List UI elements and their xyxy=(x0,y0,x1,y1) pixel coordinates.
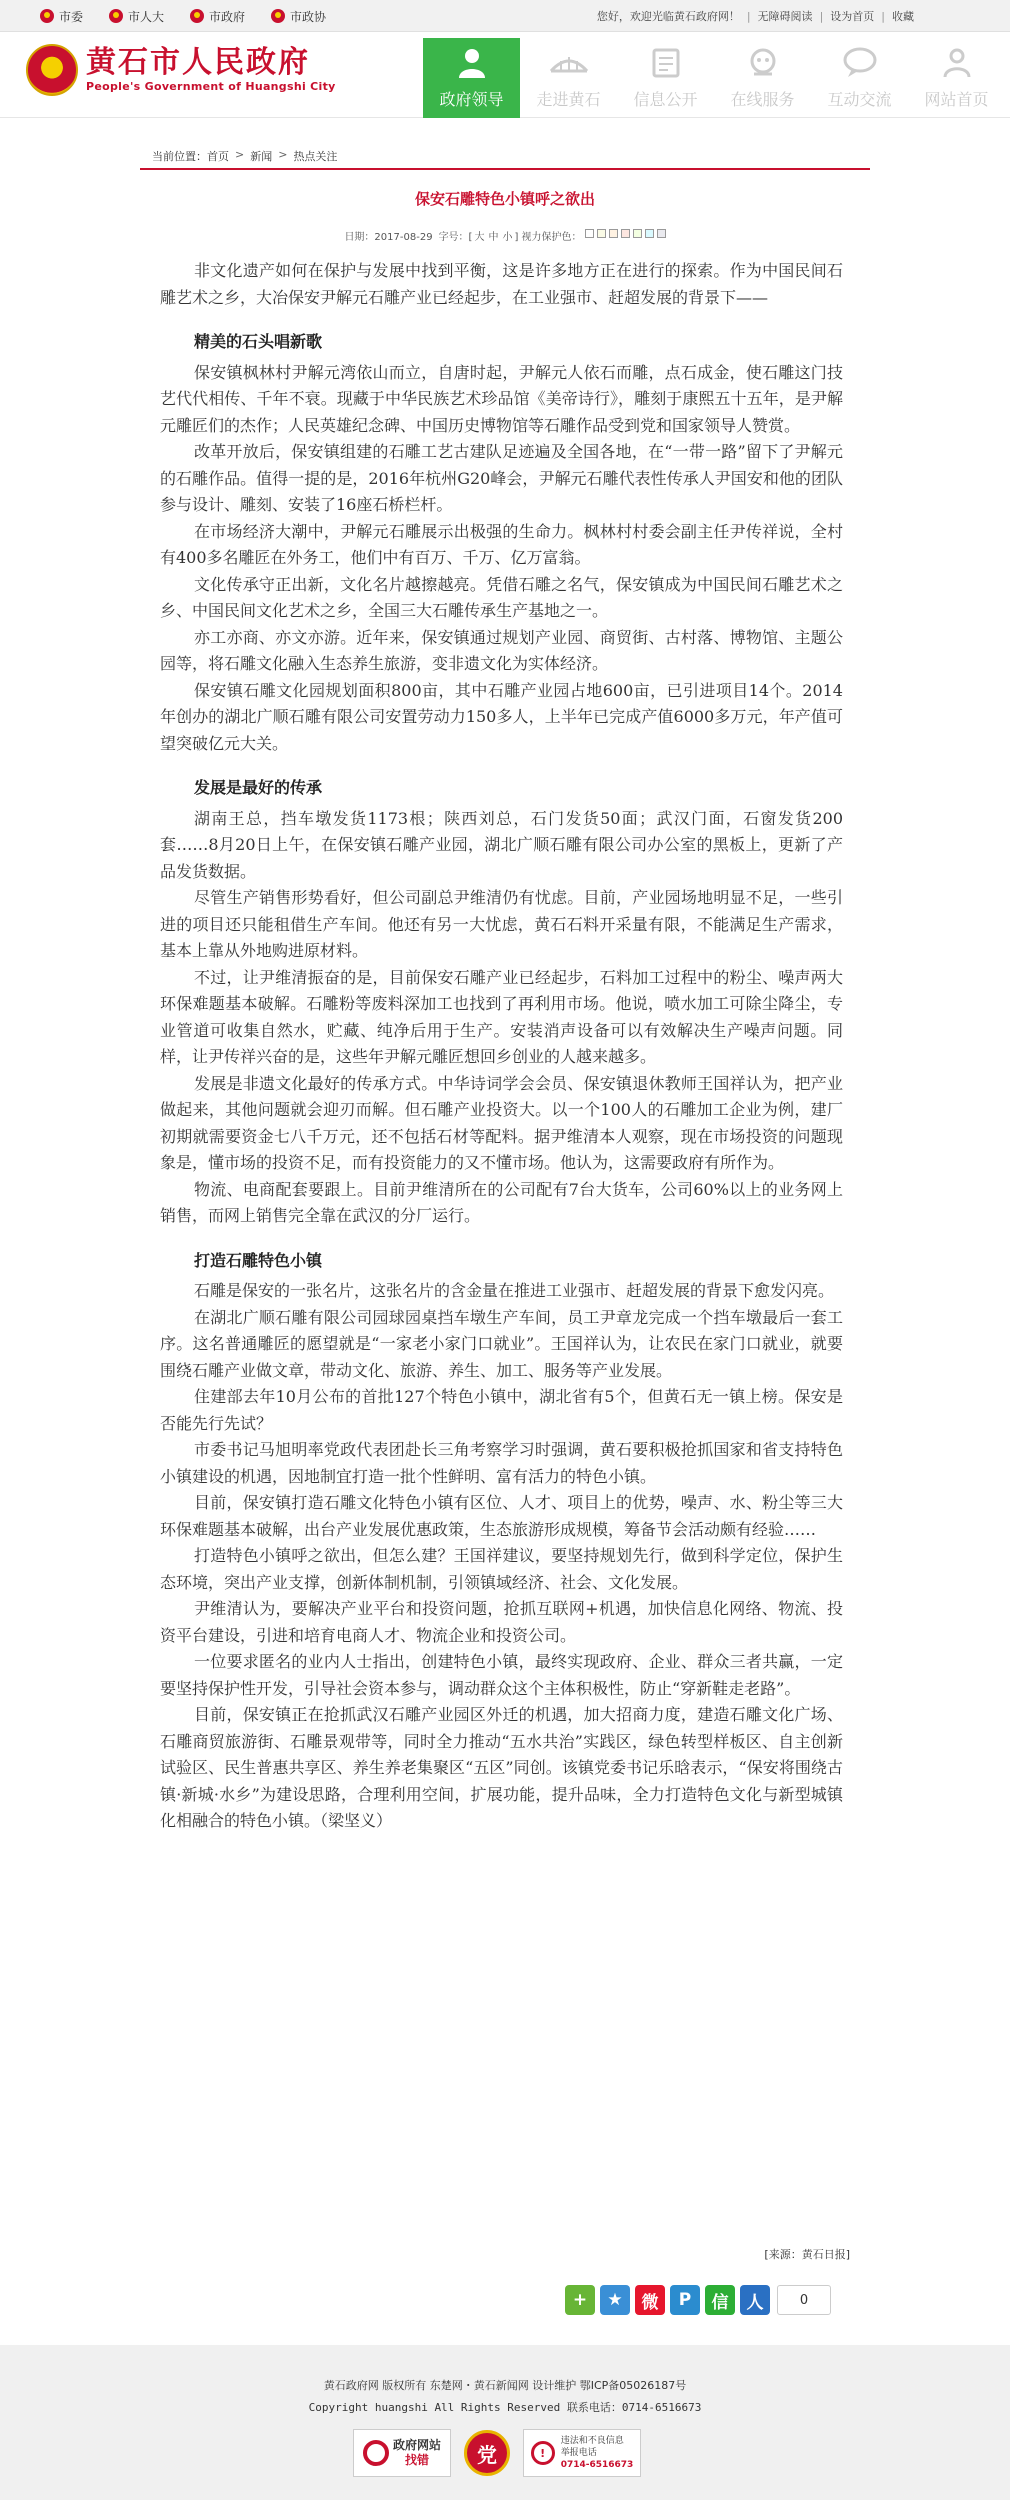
article-title: 保安石雕特色小镇呼之欲出 xyxy=(414,190,595,208)
article-paragraph: 目前，保安镇正在抢抓武汉石雕产业园区外迁的机遇，加大招商力度，建造石雕文化广场、石雕商贸旅游街、石雕景观带等，同时全力推动“五水共治”实践区，绿色转型样板区、自主创新试验区、民生普惠共享区、养生养老集聚区“五区”同创。该镇党委书记乐晗表示，“保安将围绕古镇·新城·水乡”为建设思路，合理利用空间，扩展功能，提升品味，全力打造特色文化与新型城镇化相融合的特色小镇。（梁坚义） xyxy=(160,1705,843,1830)
eye-color-swatches xyxy=(582,229,666,241)
badge-line1: 违法和不良信息 xyxy=(560,2436,624,2446)
share-bar xyxy=(565,2285,831,2315)
top-links xyxy=(40,0,352,32)
nav-online-service[interactable]: 在线服务 xyxy=(714,38,811,118)
font-size-label: 字号：[ xyxy=(438,231,473,243)
breadcrumb-separator: > xyxy=(278,148,288,161)
eye-color-swatch[interactable] xyxy=(621,229,630,238)
party-government-badge[interactable] xyxy=(463,2429,511,2477)
report-error-badge[interactable] xyxy=(353,2429,451,2477)
article-paragraph: 尽管生产销售形势看好，但公司副总尹维清仍有忧虑。目前，产业园场地明显不足，一些引进的项目还只能租借生产车间。他还有另一大忧虑，黄石石料开采量有限，不能满足生产需求，基本上靠从外地购进原材料。 xyxy=(160,888,843,960)
breadcrumb-news[interactable]: 新闻 xyxy=(250,150,273,163)
article-paragraph: 市委书记马旭明率党政代表团赴长三角考察学习时强调，黄石要积极抢抓国家和省支持特色小镇建设的机遇，因地制宜打造一批个性鲜明、富有活力的特色小镇。 xyxy=(160,1440,843,1486)
font-size-large[interactable]: 大 xyxy=(474,231,485,243)
site-name-en: People's Government of Huangshi City xyxy=(86,80,336,93)
site-logo[interactable] xyxy=(26,44,336,96)
eye-color-swatch[interactable] xyxy=(609,229,618,238)
article-paragraph: 湖南王总，挡车墩发货1173根；陕西刘总，石门发货50面；武汉门面，石窗发货200套……8月20日上午，在保安镇石雕产业园，湖北广顺石雕有限公司办公室的黑板上，更新了产品发货数据。 xyxy=(160,808,843,881)
article-paragraph: 文化传承守正出新，文化名片越擦越亮。凭借石雕之名气，保安镇成为中国民间石雕艺术之乡、中国民间文化艺术之乡，全国三大石雕传承生产基地之一。 xyxy=(160,574,843,620)
site-footer xyxy=(0,2345,1010,2500)
logo-text xyxy=(86,46,336,94)
article-paragraph: 非文化遗产如何在保护与发展中找到平衡，这是许多地方正在进行的探索。作为中国民间石雕艺术之乡，大冶保安尹解元石雕产业已经起步，在工业强市、赶超发展的背景下—— xyxy=(160,261,843,307)
target-icon xyxy=(363,2440,389,2466)
top-link-government[interactable]: 市政府 xyxy=(190,8,245,25)
article-paragraph: 保安镇石雕文化园规划面积800亩，其中石雕产业园占地600亩，已引进项目14个。2014年创办的湖北广顺石雕有限公司安置劳动力150多人，上半年已完成产值6000多万元，年产值可望突破亿元大关。 xyxy=(160,680,843,753)
breadcrumb-prefix: 当前位置： xyxy=(152,150,207,163)
top-bar xyxy=(0,0,1010,32)
site-name: 黄石市人民政府 xyxy=(86,45,310,80)
report-icon: ! xyxy=(531,2441,555,2465)
bridge-icon xyxy=(549,45,589,81)
breadcrumb-bar xyxy=(140,140,870,170)
document-icon xyxy=(646,45,686,81)
section-heading: 发展是最好的传承 xyxy=(194,778,323,797)
welcome-text: 您好，欢迎光临黄石政府网！ xyxy=(596,10,740,23)
breadcrumb-home[interactable]: 首页 xyxy=(207,150,229,163)
main-nav xyxy=(423,38,1005,118)
eye-color-swatch[interactable] xyxy=(657,229,666,238)
article-paragraph: 尹维清认为，要解决产业平台和投资问题，抢抓互联网+机遇，加快信息化网络、物流、投资平台建设，引进和培育电商人才、物流企业和投资公司。 xyxy=(160,1599,843,1645)
article-paragraph: 在市场经济大潮中，尹解元石雕展示出极强的生命力。枫林村村委会副主任尹传祥说，全村有400多名雕匠在外务工，他们中有百万、千万、亿万富翁。 xyxy=(160,521,843,567)
breadcrumb xyxy=(152,148,337,164)
top-link-npc[interactable]: 市人大 xyxy=(109,8,164,25)
share-renren-icon[interactable]: 人 xyxy=(740,2285,770,2315)
article-paragraph: 打造特色小镇呼之欲出，但怎么建？王国祥建议，要坚持规划先行，做到科学定位，保护生态环境，突出产业支撑，创新体制机制，引领镇域经济、社会、文化发展。 xyxy=(160,1546,843,1592)
party-emblem-icon xyxy=(40,9,54,23)
illegal-info-report-badge[interactable] xyxy=(523,2429,641,2477)
article-paragraph: 改革开放后，保安镇组建的石雕工艺古建队足迹遍及全国各地，在“一带一路”留下了尹解元的石雕作品。值得一提的是，2016年杭州G20峰会，尹解元石雕代表性传承人尹国安和他的团队参与设计、雕刻、安装了16座石桥栏杆。 xyxy=(160,442,843,514)
article-meta xyxy=(140,225,870,245)
eye-color-label: ] 视力保护色： xyxy=(514,231,582,243)
divider: | xyxy=(819,9,824,23)
breadcrumb-hot-topics[interactable]: 热点关注 xyxy=(293,150,338,163)
article-paragraph: 在湖北广顺石雕有限公司园球园桌挡车墩生产车间，员工尹章龙完成一个挡车墩最后一套工序。这名普通雕匠的愿望就是“一家老小家门口就业”。王国祥认为，让农民在家门口就业，就要围绕石雕产业做文章，带动文化、旅游、养生、加工、服务等产业发展。 xyxy=(160,1307,843,1380)
site-header xyxy=(0,32,1010,118)
section-heading: 打造石雕特色小镇 xyxy=(194,1250,323,1270)
eye-color-swatch[interactable] xyxy=(633,229,642,238)
service-icon xyxy=(743,45,783,81)
article-paragraph: 石雕是保安的一张名片，这张名片的含金量在推进工业强市、赶超发展的背景下愈发闪亮。 xyxy=(194,1281,835,1300)
footer-copyright: 黄石政府网 版权所有 东楚网・黄石新闻网 设计维护 鄂ICP备05026187号 xyxy=(323,2379,687,2392)
footer-badges xyxy=(353,2429,653,2477)
national-emblem-icon xyxy=(26,44,78,96)
share-weibo-icon[interactable]: 微 xyxy=(635,2285,665,2315)
badge-title: 政府网站 xyxy=(392,2438,441,2452)
national-emblem-icon xyxy=(190,9,204,23)
font-size-medium[interactable]: 中 xyxy=(488,231,499,243)
nav-information-disclosure[interactable]: 信息公开 xyxy=(617,38,714,118)
nav-government-leaders[interactable]: 政府领导 xyxy=(423,38,520,118)
nav-home[interactable]: 网站首页 xyxy=(908,38,1005,118)
article-paragraph: 物流、电商配套要跟上。目前尹维清所在的公司配有7台大货车，公司60%以上的业务网上销售，而网上销售完全靠在武汉的分厂运行。 xyxy=(160,1179,843,1225)
article-paragraph: 不过，让尹维清振奋的是，目前保安石雕产业已经起步，石料加工过程中的粉尘、噪声两大环保难题基本破解。石雕粉等废料深加工也找到了再利用市场。他说，喷水加工可除尘降尘，专业管道可收集自然水，贮藏、纯净后用于生产。安装消声设备可以有效解决生产噪声问题。同样，让尹传祥兴奋的是，这些年尹解元雕匠想回乡创业的人越来越多。 xyxy=(160,967,843,1066)
top-right-links xyxy=(597,0,914,32)
article-paragraph: 一位要求匿名的业内人士指出，创建特色小镇，最终实现政府、企业、群众三者共赢，一定要坚持保护性开发，引导社会资本参与，调动群众这个主体积极性，防止“穿新鞋走老路”。 xyxy=(160,1652,843,1698)
article-date: 日期：2017-08-29 xyxy=(344,231,433,243)
nav-interaction[interactable]: 互动交流 xyxy=(811,38,908,118)
cppcc-emblem-icon xyxy=(271,9,285,23)
article-paragraph: 亦工亦商、亦文亦游。近年来，保安镇通过规划产业园、商贸街、古村落、博物馆、主题公园等，将石雕文化融入生态养生旅游，变非遗文化为实体经济。 xyxy=(160,627,843,673)
set-home-link[interactable]: 设为首页 xyxy=(830,10,875,23)
share-qzone-icon[interactable]: ★ xyxy=(600,2285,630,2315)
chat-icon xyxy=(840,45,880,81)
font-size-small[interactable]: 小 xyxy=(502,231,513,243)
section-heading: 精美的石头唱新歌 xyxy=(194,332,323,351)
nav-about-huangshi[interactable]: 走进黄石 xyxy=(520,38,617,118)
article-paragraph: 目前，保安镇打造石雕文化特色小镇有区位、人才、项目上的优势，噪声、水、粉尘等三大环保难题基本破解，出台产业发展优惠政策，生态旅游形成规模，筹备节会活动颇有经验…… xyxy=(160,1493,843,1539)
favorite-link[interactable]: 收藏 xyxy=(892,10,914,23)
top-link-party[interactable]: 市委 xyxy=(40,8,83,25)
party-emblem-icon: 党 xyxy=(464,2430,510,2476)
person-icon xyxy=(452,45,492,81)
article-source: [来源：黄石日报] xyxy=(764,2248,850,2261)
article-body xyxy=(160,258,843,1835)
breadcrumb-separator: > xyxy=(235,148,245,161)
home-icon xyxy=(937,45,977,81)
national-emblem-icon xyxy=(109,9,123,23)
share-tweibo-icon[interactable]: P xyxy=(670,2285,700,2315)
share-count: 0 xyxy=(777,2285,831,2315)
eye-color-swatch[interactable] xyxy=(597,229,606,238)
article-paragraph: 保安镇枫林村尹解元湾依山而立，自唐时起，尹解元人依石而雕，点石成金，使石雕这门技艺代代相传、千年不衰。现藏于中华民族艺术珍品馆《美帝诗行》，雕刻于康熙五十五年，是尹解元雕匠们的杰作；人民英雄纪念碑、中国历史博物馆等石雕作品受到党和国家领导人赞赏。 xyxy=(160,362,843,435)
badge-phone: 0714-6516673 xyxy=(560,2460,634,2470)
divider: | xyxy=(881,9,885,23)
share-more-icon[interactable]: + xyxy=(565,2285,595,2315)
eye-color-swatch[interactable] xyxy=(585,229,594,238)
badge-action: 找错 xyxy=(404,2453,429,2467)
divider: | xyxy=(746,9,751,23)
article-paragraph: 住建部去年10月公布的首批127个特色小镇中，湖北省有5个，但黄石无一镇上榜。保安是否能先行先试？ xyxy=(160,1387,843,1433)
accessibility-link[interactable]: 无障碍阅读 xyxy=(757,10,813,23)
top-link-cppcc[interactable]: 市政协 xyxy=(271,8,326,25)
article-paragraph: 发展是非遗文化最好的传承方式。中华诗词学会会员、保安镇退休教师王国祥认为，把产业做起来，其他问题就会迎刃而解。但石雕产业投资大。以一个100人的石雕加工企业为例，建厂初期就需要资金七八千万元，还不包括石材等配料。据尹维清本人观察，现在市场投资的问题现象是，懂市场的投资不足，而有投资能力的又不懂市场。他认为，这需要政府有所作为。 xyxy=(160,1073,843,1172)
footer-contact: Copyright huangshi All Rights Reserved 联系电话：0714-6516673 xyxy=(308,2401,702,2414)
badge-line2: 举报电话 xyxy=(560,2448,597,2458)
eye-color-swatch[interactable] xyxy=(645,229,654,238)
share-wechat-icon[interactable]: 信 xyxy=(705,2285,735,2315)
